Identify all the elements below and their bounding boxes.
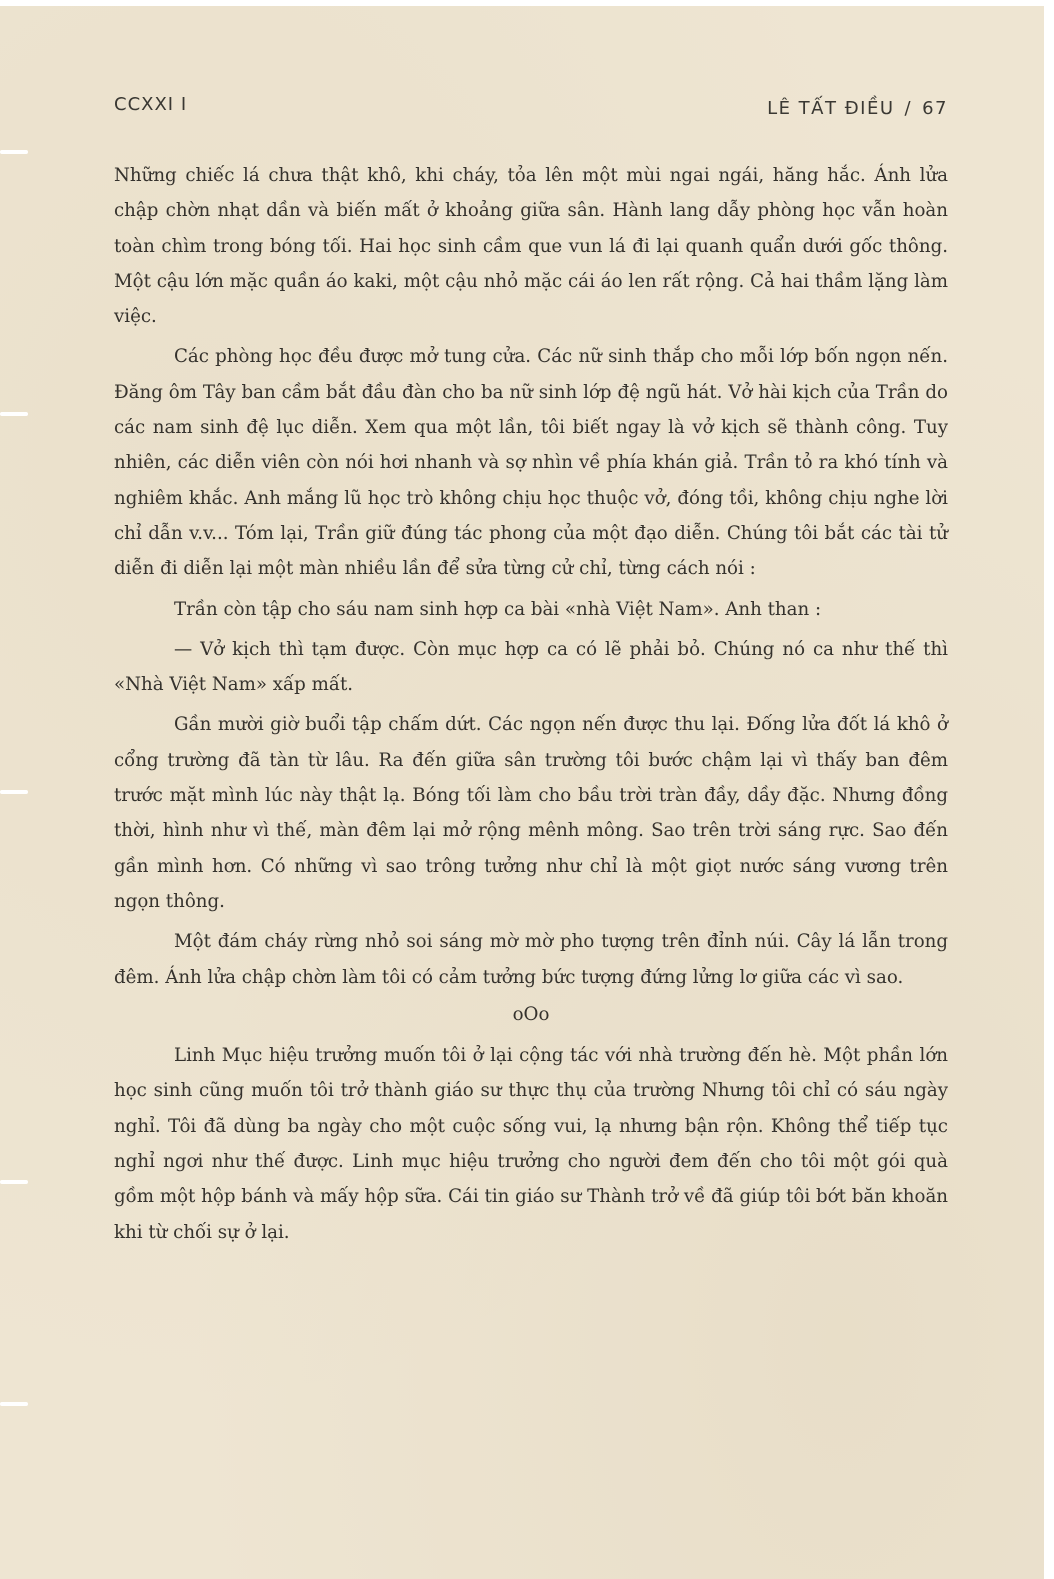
section-number: CCXXI I bbox=[114, 94, 188, 115]
page-right-edge bbox=[1044, 0, 1054, 1579]
paragraph: Các phòng học đều được mở tung cửa. Các nữ sinh thắp cho mỗi lớp bốn ngọn nến. Đăng ôm Tây ban cầm bắt đầu đàn cho ba nữ sinh lớp đệ ngũ hát. Vở hài kịch của Trần do các nam sinh đệ lục diễn. Xem qua một lần, tôi biết ngay là vở kịch sẽ thành công. Tuy nhiên, các diễn viên còn nói hơi nhanh và sợ nhìn về phía khán giả. Trần tỏ ra khó tính và nghiêm khắc. Anh mắng lũ học trò không chịu học thuộc vở, đóng tồi, không chịu nghe lời chỉ dẫn v.v... Tóm lại, Trần giữ đúng tác phong của một đạo diễn. Chúng tôi bắt các tài tử diễn đi diễn lại một màn nhiều lần để sửa từng cử chỉ, từng cách nói : bbox=[114, 346, 948, 580]
header-separator: / bbox=[904, 98, 913, 119]
binding-mark bbox=[0, 1402, 28, 1406]
paragraph: Linh Mục hiệu trưởng muốn tôi ở lại cộng tác với nhà trường đến hè. Một phần lớn học sinh cũng muốn tôi trở thành giáo sư thực thụ của trường Nhưng tôi chỉ có sáu ngày nghỉ. Tôi đã dùng ba ngày cho một cuộc sống vui, lạ nhưng bận rộn. Không thể tiếp tục nghỉ ngơi như thế được. Linh mục hiệu trưởng cho người đem đến cho tôi một gói quà gồm một hộp bánh và mấy hộp sữa. Cái tin giáo sư Thành trở về đã giúp tôi bớt băn khoăn khi từ chối sự ở lại. bbox=[114, 1045, 948, 1243]
page-top-edge bbox=[0, 0, 1054, 6]
paragraph: Gần mười giờ buổi tập chấm dứt. Các ngọn nến được thu lại. Đống lửa đốt lá khô ở cổng trường đã tàn từ lâu. Ra đến giữa sân trường tôi bước chậm lại vì thấy ban đêm trước mặt mình lúc này thật lạ. Bóng tối làm cho bầu trời tràn đầy, dầy đặc. Nhưng đồng thời, hình như vì thế, màn đêm lại mở rộng mênh mông. Sao trên trời sáng rực. Sao đến gần mình hơn. Có những vì sao trông tưởng như chỉ là một giọt nước sáng vương trên ngọn thông. bbox=[114, 714, 948, 912]
paragraph: Những chiếc lá chưa thật khô, khi cháy, tỏa lên một mùi ngai ngái, hăng hắc. Ánh lửa chập chờn nhạt dần và biến mất ở khoảng giữa sân. Hành lang dẫy phòng học vẫn hoàn toàn chìm trong bóng tối. Hai học sinh cầm que vun lá đi lại quanh quẩn dưới gốc thông. Một cậu lớn mặc quần áo kaki, một cậu nhỏ mặc cái áo len rất rộng. Cả hai thầm lặng làm việc. bbox=[114, 165, 948, 328]
running-header bbox=[114, 94, 948, 126]
dialogue-paragraph: — Vở kịch thì tạm được. Còn mục hợp ca có lẽ phải bỏ. Chúng nó ca như thế thì «Nhà Việt Nam» xấp mất. bbox=[114, 638, 948, 696]
binding-mark bbox=[0, 150, 28, 154]
binding-mark bbox=[0, 790, 28, 794]
body-text bbox=[114, 158, 948, 1250]
author-name: LÊ TẤT ĐIỀU bbox=[767, 98, 895, 119]
header-right bbox=[767, 98, 948, 119]
section-break: oOo bbox=[512, 1003, 550, 1025]
page-number: 67 bbox=[922, 98, 948, 119]
binding-mark bbox=[0, 1180, 28, 1184]
paragraph: Trần còn tập cho sáu nam sinh hợp ca bài «nhà Việt Nam». Anh than : bbox=[174, 598, 822, 620]
binding-mark bbox=[0, 412, 28, 416]
paragraph: Một đám cháy rừng nhỏ soi sáng mờ mờ pho tượng trên đỉnh núi. Cây lá lẫn trong đêm. Ánh lửa chập chờn làm tôi có cảm tưởng bức tượng đứng lửng lơ giữa các vì sao. bbox=[114, 931, 948, 988]
